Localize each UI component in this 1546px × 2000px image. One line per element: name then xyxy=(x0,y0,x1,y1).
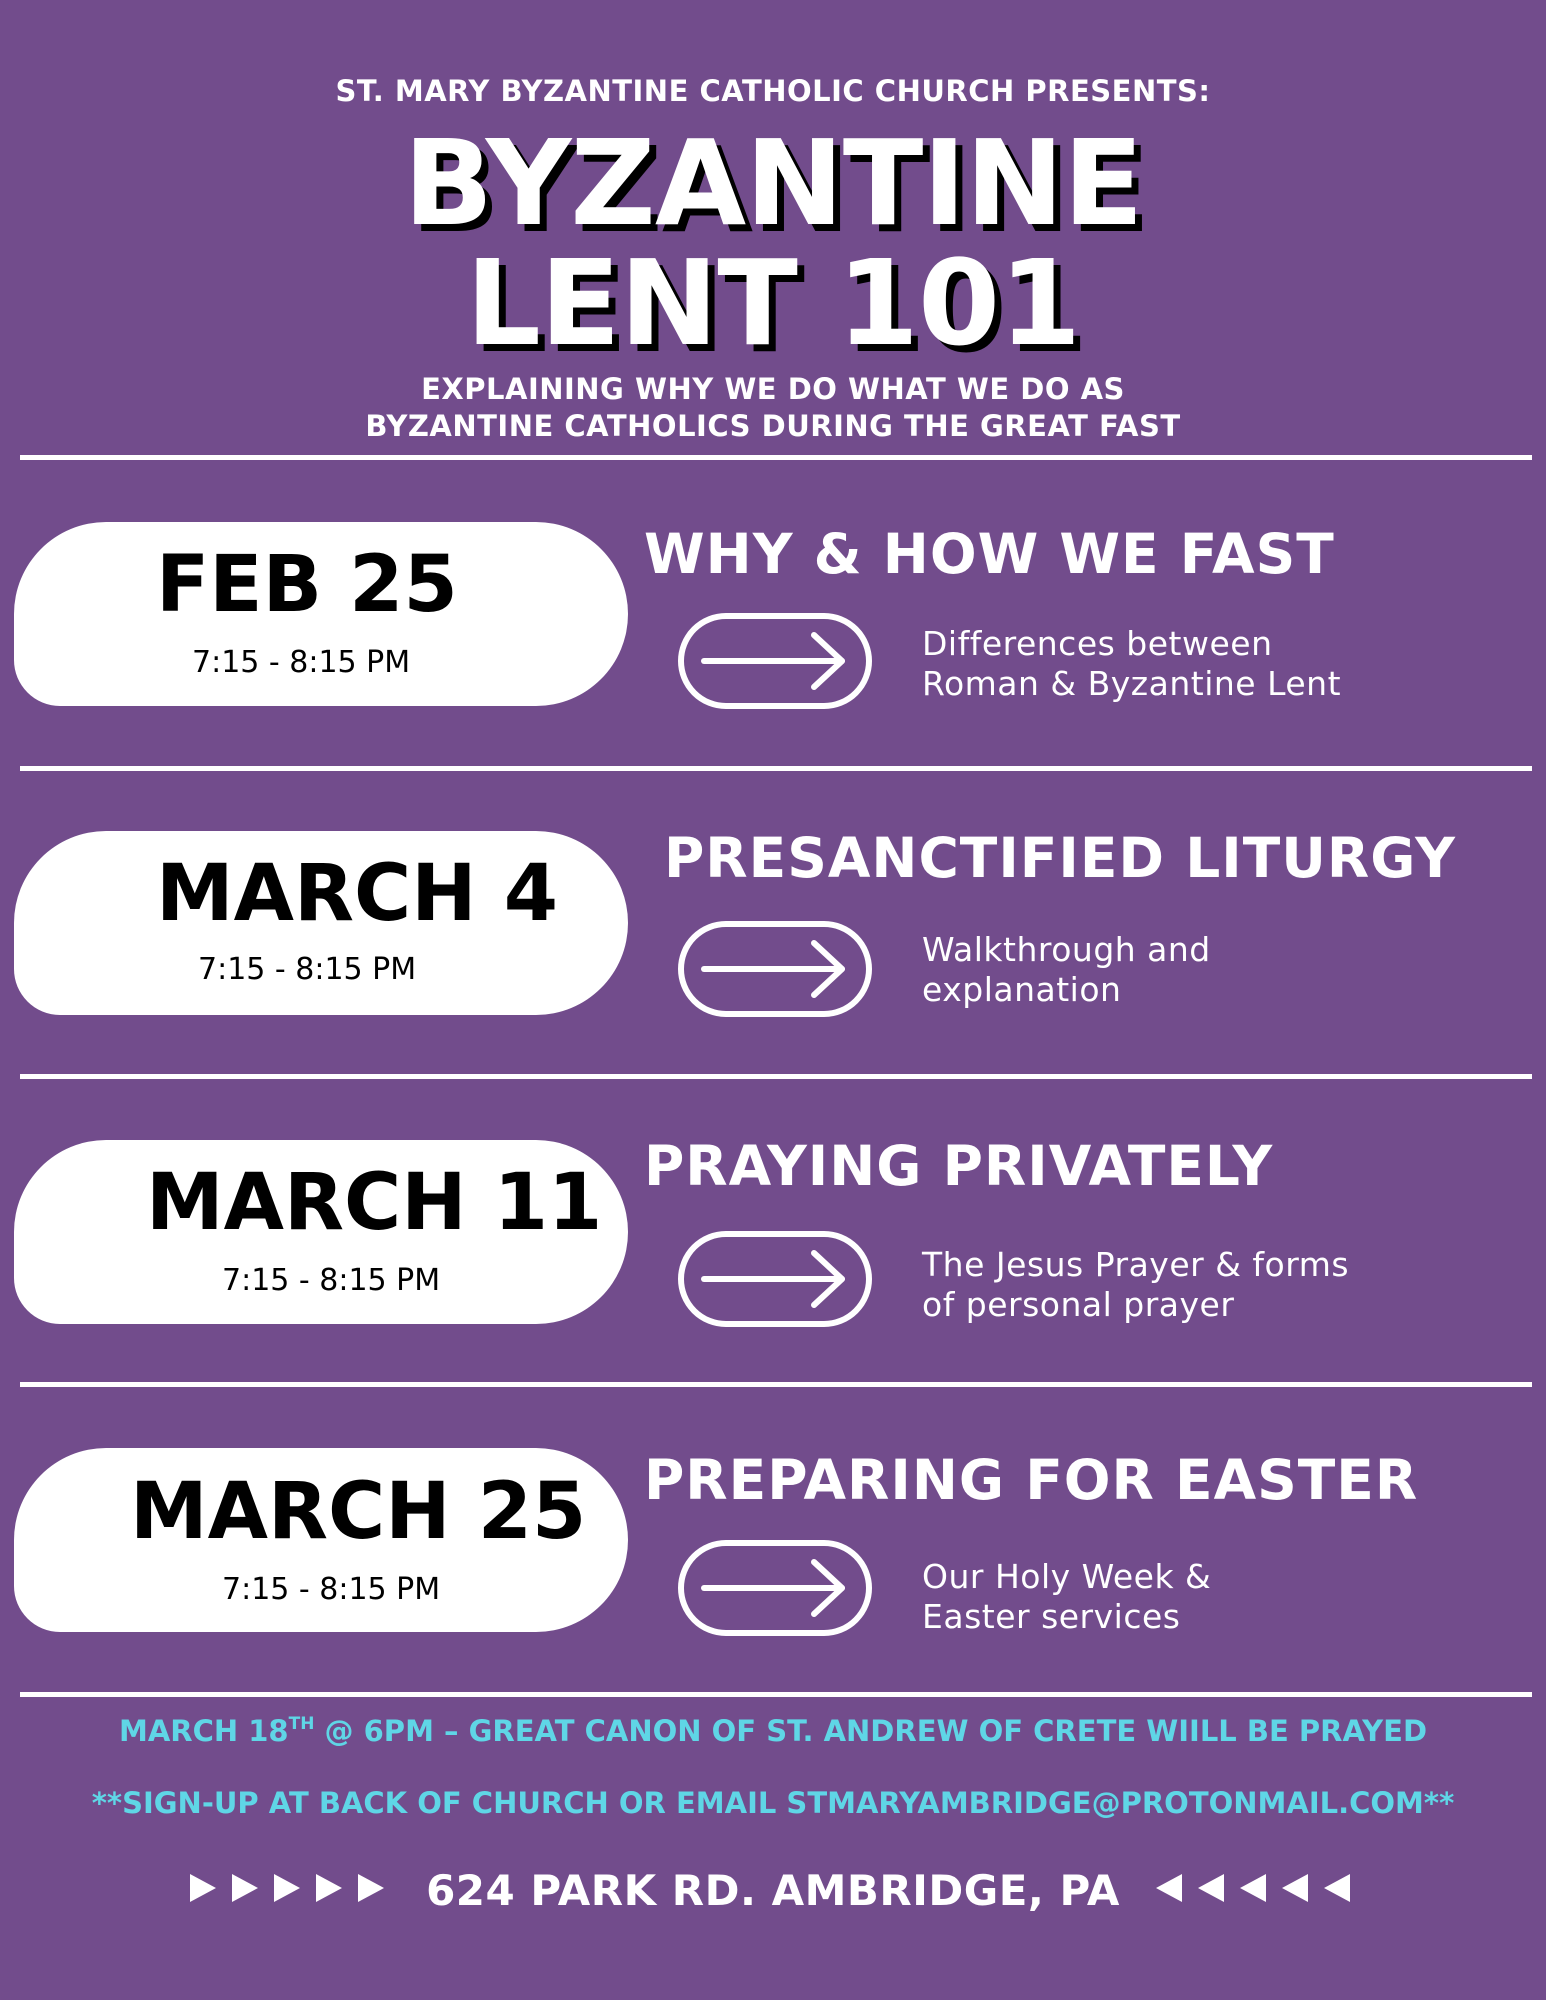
right-arrow-icon xyxy=(678,1540,872,1636)
description-line-1: Walkthrough and xyxy=(922,930,1211,969)
session-description xyxy=(922,624,1341,704)
session-date: FEB 25 xyxy=(156,540,458,630)
address: 624 PARK RD. AMBRIDGE, PA xyxy=(426,1866,1120,1915)
session-time: 7:15 - 8:15 PM xyxy=(222,1263,441,1298)
right-arrow-icon xyxy=(678,1231,872,1327)
canon-date: MARCH 18 xyxy=(118,1714,289,1748)
title-line-2: LENT 101 xyxy=(465,234,1081,372)
session-description xyxy=(922,1557,1211,1637)
great-canon-note xyxy=(0,1714,1546,1748)
signup-note: **SIGN-UP AT BACK OF CHURCH OR EMAIL STMARYAMBRIDGE@PROTONMAIL.COM** xyxy=(91,1786,1455,1820)
divider xyxy=(20,1074,1532,1079)
session-time: 7:15 - 8:15 PM xyxy=(222,1572,441,1607)
right-arrow-icon xyxy=(678,921,872,1017)
divider-top xyxy=(20,455,1532,460)
session-date: MARCH 4 xyxy=(156,849,558,939)
canon-text: @ 6PM – GREAT CANON OF ST. ANDREW OF CRETE WIILL BE PRAYED xyxy=(314,1714,1428,1748)
session-topic: WHY & HOW WE FAST xyxy=(644,522,1335,586)
description-line-2: Easter services xyxy=(922,1597,1181,1636)
session-time: 7:15 - 8:15 PM xyxy=(192,645,411,680)
session-topic: PRESANCTIFIED LITURGY xyxy=(664,826,1456,890)
subtitle-line-1: EXPLAINING WHY WE DO WHAT WE DO AS xyxy=(421,372,1125,406)
session-date: MARCH 11 xyxy=(146,1158,603,1248)
description-line-1: Our Holy Week & xyxy=(922,1557,1212,1596)
description-line-2: of personal prayer xyxy=(922,1285,1235,1324)
divider xyxy=(20,1382,1532,1387)
divider xyxy=(20,766,1532,771)
subtitle-line-2: BYZANTINE CATHOLICS DURING THE GREAT FAST xyxy=(365,409,1181,443)
presenter-line: ST. MARY BYZANTINE CATHOLIC CHURCH PRESENTS: xyxy=(335,74,1211,108)
session-topic: PRAYING PRIVATELY xyxy=(644,1134,1274,1198)
description-line-2: explanation xyxy=(922,970,1122,1009)
right-arrow-icon xyxy=(678,613,872,709)
session-time: 7:15 - 8:15 PM xyxy=(198,952,417,987)
divider-bottom xyxy=(20,1692,1532,1697)
session-description xyxy=(922,1245,1349,1325)
description-line-2: Roman & Byzantine Lent xyxy=(922,664,1342,703)
canon-date-suffix: TH xyxy=(288,1714,315,1734)
session-description xyxy=(922,930,1211,1010)
session-topic: PREPARING FOR EASTER xyxy=(644,1448,1419,1512)
description-line-1: The Jesus Prayer & forms xyxy=(922,1245,1350,1284)
description-line-1: Differences between xyxy=(922,624,1273,663)
title-line-1: BYZANTINE xyxy=(403,114,1143,252)
triangle-right-icon xyxy=(190,1871,390,1905)
triangle-left-icon xyxy=(1156,1871,1356,1905)
session-date: MARCH 25 xyxy=(130,1467,587,1557)
